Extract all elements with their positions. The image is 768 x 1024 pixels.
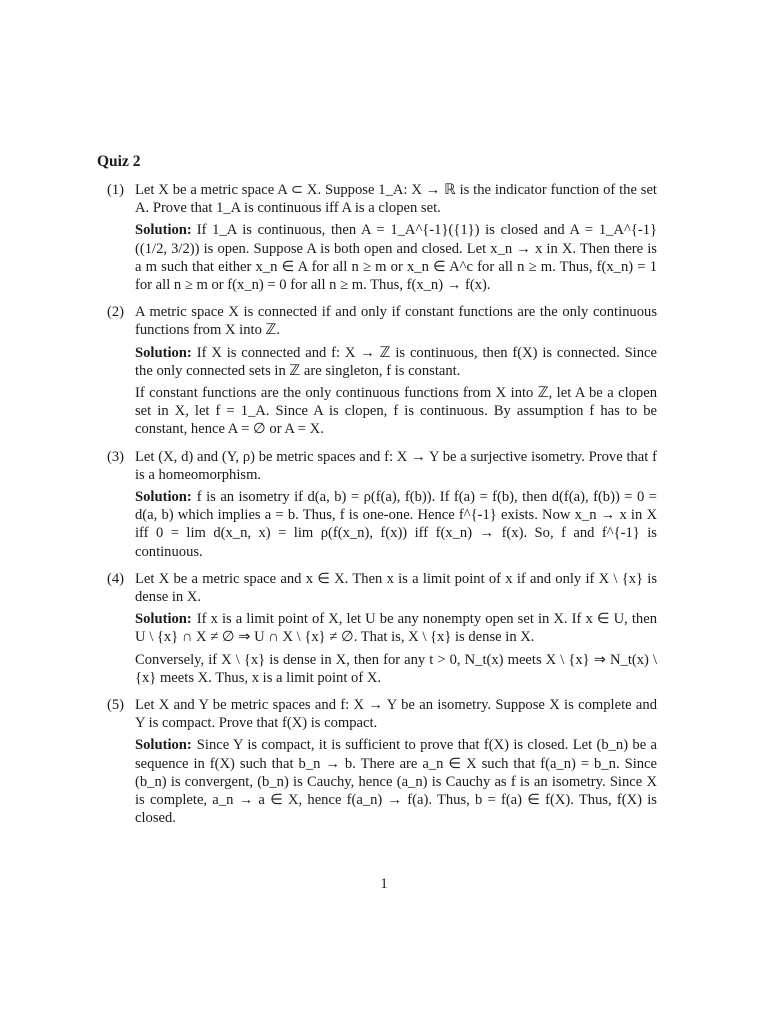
solution-text: Since Y is compact, it is sufficient to prove that f(X) is closed. Let (b_n) be a sequence in f(X) such that b_n → b. There are a_n ∈ X such that f(a_n) = b_n. Since (b_n) is convergent, (b_n) is Cauchy, hence (a_n) is Cauchy as f is an isometry. Since X is complete, a_n → a ∈ X, hence f(a_n) → f(a). Thus, b = f(a) ∈ f(X). Thus, f(X) is closed.: [135, 737, 657, 827]
solution-text: If 1_A is continuous, then A = 1_A^{-1}({1}) is closed and A = 1_A^{-1}((1/2, 3/2)) is open. Suppose A is both open and closed. Let x_n → x in X. Then there is a m such that either x_n ∈ A for all n ≥ m or x_n ∈ A^c for all n ≥ m. Thus, f(x_n) = 1 for all n ≥ m or f(x_n) = 0 for all n ≥ m. Thus, f(x_n) → f(x).: [135, 222, 657, 294]
problem-statement: Let (X, d) and (Y, ρ) be metric spaces and f: X → Y be a surjective isometry. Prove that f is a homeomorphism.: [135, 448, 657, 483]
problem-statement: Let X be a metric space and x ∈ X. Then x is a limit point of x if and only if X \ {x} is dense in X.: [135, 570, 657, 606]
solution-label: Solution:: [135, 489, 192, 506]
problem-number: (2): [107, 304, 125, 321]
problem-number: (1): [107, 182, 125, 198]
solution-label: Solution:: [135, 344, 192, 361]
problem-statement: Let X and Y be metric spaces and f: X → Y be an isometry. Suppose X is complete and Y is compact. Prove that f(X) is compact.: [135, 697, 657, 732]
solution-paragraph: [135, 221, 657, 294]
problem-number: (5): [107, 697, 125, 714]
problem-item: [97, 696, 657, 827]
solution-continuation: If constant functions are the only continuous functions from X into ℤ, let A be a clopen set in X, let f = 1_A. Since A is clopen, f is continuous. By assumption f has to be constant, hence A = ∅ or A = X.: [135, 385, 657, 438]
problem-statement: Let X be a metric space A ⊂ X. Suppose 1_A: X → ℝ is the indicator function of the set A. Prove that 1_A is continuous iff A is a clopen set.: [135, 182, 657, 217]
page-title: Quiz 2: [97, 153, 141, 170]
solution-paragraph: [135, 736, 657, 827]
solution-label: Solution:: [135, 611, 192, 628]
solution-label: Solution:: [135, 222, 192, 239]
page-number: 1: [380, 876, 388, 892]
solution-paragraph: [135, 344, 657, 380]
problem-list: [97, 181, 657, 837]
solution-text: If X is connected and f: X → ℤ is continuous, then f(X) is connected. Since the only connected sets in ℤ are singleton, f is constant.: [135, 344, 657, 379]
solution-text: If x is a limit point of X, let U be any nonempty open set in X. If x ∈ U, then U \ {x} ∩ X ≠ ∅ ⇒ U ∩ X \ {x} ≠ ∅. That is, X \ {x} is dense in X.: [135, 611, 657, 646]
solution-paragraph: [135, 610, 657, 646]
problem-number: (4): [107, 570, 125, 587]
solution-text: f is an isometry if d(a, b) = ρ(f(a), f(b)). If f(a) = f(b), then d(f(a), f(b)) = 0 = d(a, b) which implies a = b. Thus, f is one-one. Hence f^{-1} exists. Now x_n → x in X iff 0 = lim d(x_n, x) = lim ρ(f(x_n), f(x)) iff f(x_n) → f(x). So, f and f^{-1} is continuous.: [135, 489, 657, 560]
problem-item: [97, 448, 657, 561]
problem-item: [97, 570, 657, 687]
solution-paragraph: [135, 488, 657, 561]
problem-number: (3): [107, 448, 125, 465]
problem-item: [97, 181, 657, 294]
solution-label: Solution:: [135, 737, 192, 754]
solution-continuation: Conversely, if X \ {x} is dense in X, then for any t > 0, N_t(x) meets X \ {x} ⇒ N_t(x) \ {x} meets X. Thus, x is a limit point of X.: [135, 651, 657, 686]
problem-statement: A metric space X is connected if and only if constant functions are the only continuous functions from X into ℤ.: [135, 304, 657, 339]
problem-item: [97, 303, 657, 438]
